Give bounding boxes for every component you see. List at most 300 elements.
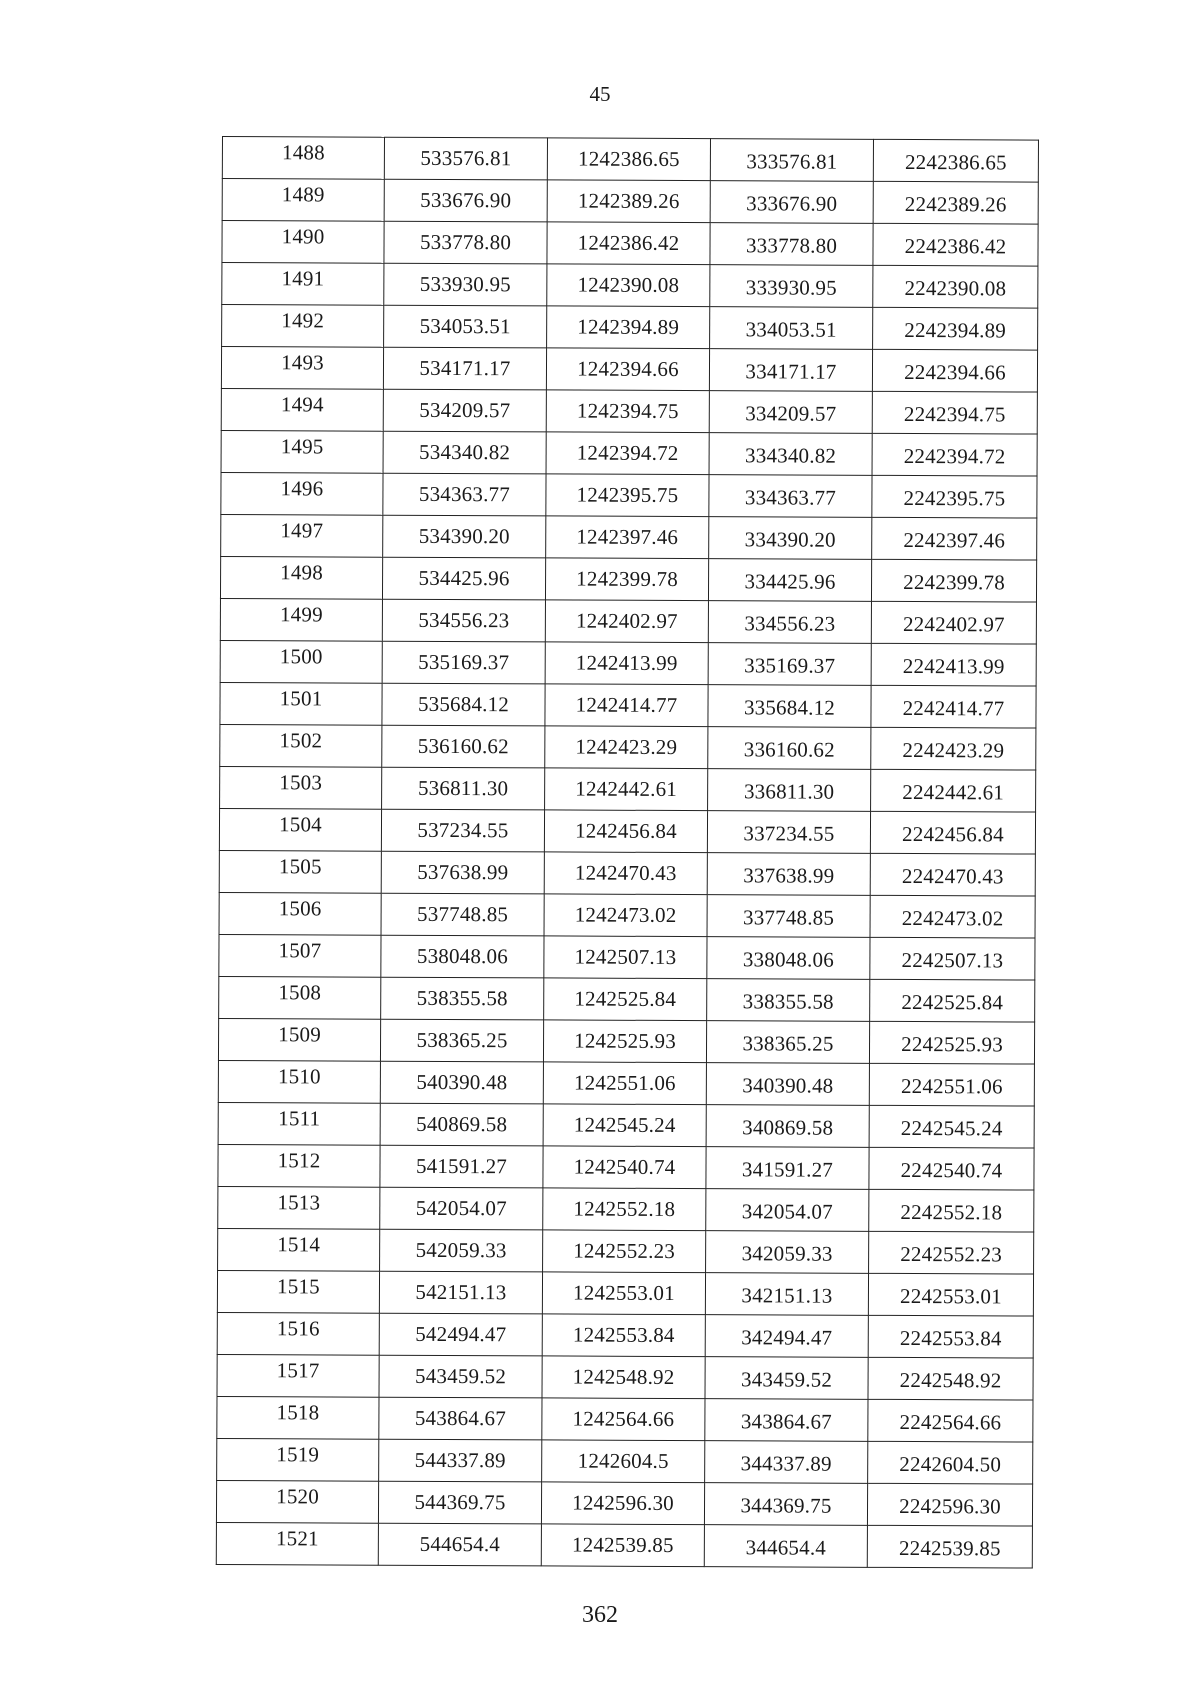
cell-text: 1242525.84	[574, 986, 677, 1011]
point-number-cell	[216, 1522, 378, 1565]
cell-text: 1242564.66	[572, 1406, 675, 1431]
coordinate-x2-cell	[709, 349, 872, 392]
cell-text: 1242394.75	[576, 398, 679, 423]
coordinate-y2-cell	[870, 811, 1035, 854]
coordinate-y2-cell	[873, 139, 1038, 182]
table-row	[217, 1354, 1033, 1400]
coordinate-x1-cell	[382, 683, 545, 726]
point-number-cell	[219, 808, 381, 851]
coordinate-x2-cell	[705, 1273, 868, 1316]
cell-text: 1242395.75	[576, 482, 679, 507]
coordinate-x1-cell	[382, 725, 545, 768]
cell-text: 538355.58	[416, 985, 508, 1011]
cell-text: 538048.06	[416, 943, 509, 969]
cell-text: 1242473.02	[574, 902, 677, 927]
cell-text: 2242402.97	[902, 611, 1005, 637]
coordinate-y1-cell	[542, 1398, 705, 1441]
cell-text: 542151.13	[415, 1279, 507, 1305]
point-number-cell	[219, 934, 381, 977]
cell-text: 2242389.26	[904, 191, 1007, 217]
coordinate-x2-cell	[705, 1357, 868, 1400]
coordinate-x2-cell	[706, 1063, 869, 1106]
table-row	[217, 1438, 1033, 1484]
cell-text: 2242423.29	[902, 737, 1005, 763]
table-row	[217, 1312, 1033, 1358]
cell-text: 2242470.43	[901, 863, 1004, 889]
cell-text: 333778.80	[745, 233, 838, 258]
coordinate-y1-cell	[543, 1020, 706, 1063]
coordinate-x1-cell	[379, 1439, 542, 1482]
cell-text: 536160.62	[417, 733, 509, 759]
cell-text: 2242552.23	[900, 1241, 1003, 1267]
coordinate-x2-cell	[707, 979, 870, 1022]
point-number-cell	[217, 1312, 379, 1355]
cell-text: 1242394.72	[576, 440, 679, 465]
cell-text: 533576.81	[420, 145, 512, 171]
coordinate-x2-cell	[707, 853, 870, 896]
table-row	[218, 1060, 1034, 1106]
coordinate-x1-cell	[382, 599, 545, 642]
cell-text: 1242545.24	[573, 1112, 676, 1137]
coordinate-x2-cell	[707, 937, 870, 980]
cell-text: 535684.12	[417, 691, 510, 717]
cell-text: 544654.4	[419, 1531, 501, 1557]
cell-text: 1520	[276, 1484, 320, 1509]
cell-text: 1514	[277, 1232, 321, 1257]
cell-text: 2242394.75	[903, 401, 1006, 427]
cell-text: 336811.30	[743, 779, 835, 804]
coordinate-x2-cell	[708, 727, 871, 770]
coordinate-y1-cell	[545, 684, 708, 727]
cell-text: 1515	[277, 1274, 320, 1299]
coordinate-x1-cell	[384, 305, 547, 348]
cell-text: 1503	[279, 770, 323, 795]
point-number-cell	[220, 556, 382, 599]
coordinate-x2-cell	[708, 643, 871, 686]
cell-text: 1242386.65	[577, 146, 680, 171]
table-row	[220, 556, 1036, 602]
coordinate-x1-cell	[378, 1481, 541, 1524]
cell-text: 1242539.85	[571, 1532, 674, 1557]
coordinate-y2-cell	[870, 853, 1035, 896]
cell-text: 334209.57	[745, 401, 837, 426]
cell-text: 1521	[275, 1526, 319, 1551]
cell-text: 541591.27	[415, 1153, 508, 1179]
coordinate-x2-cell	[704, 1525, 867, 1568]
table-row	[219, 892, 1035, 938]
table-row	[222, 221, 1038, 267]
coordinate-x2-cell	[708, 559, 871, 602]
coordinate-x2-cell	[706, 1189, 869, 1232]
cell-text: 1502	[279, 728, 323, 753]
point-number-cell	[218, 1228, 380, 1271]
coordinate-y1-cell	[543, 1230, 706, 1273]
cell-text: 2242596.30	[899, 1493, 1001, 1519]
point-number-cell	[217, 1270, 379, 1313]
cell-text: 1494	[280, 392, 324, 417]
point-number-cell	[218, 1186, 380, 1229]
cell-text: 1495	[280, 434, 324, 459]
coordinate-x2-cell	[708, 769, 871, 812]
coordinate-x2-cell	[710, 307, 873, 350]
cell-text: 2242394.66	[904, 359, 1006, 385]
point-number-cell	[218, 1102, 380, 1145]
coordinate-y2-cell	[868, 1315, 1033, 1358]
cell-text: 344337.89	[740, 1451, 832, 1476]
coordinate-x1-cell	[383, 473, 546, 516]
point-number-cell	[221, 388, 383, 431]
cell-text: 533930.95	[419, 271, 511, 297]
cell-text: 2242394.89	[904, 317, 1007, 343]
coordinate-y1-cell	[541, 1482, 704, 1525]
coordinate-y2-cell	[869, 1063, 1034, 1106]
cell-text: 1242456.84	[575, 818, 677, 843]
cell-text: 334340.82	[745, 443, 837, 468]
cell-text: 1504	[279, 812, 322, 837]
coordinate-y2-cell	[872, 475, 1037, 518]
cell-text: 1242394.66	[577, 356, 679, 381]
cell-text: 1519	[276, 1442, 320, 1467]
point-number-cell	[218, 1144, 380, 1187]
coordinate-y2-cell	[868, 1357, 1033, 1400]
cell-text: 1517	[276, 1358, 320, 1383]
cell-text: 1242596.30	[572, 1490, 674, 1515]
cell-text: 1509	[278, 1022, 322, 1047]
point-number-cell	[219, 850, 381, 893]
table-row	[220, 640, 1036, 686]
page-number-top: 45	[589, 82, 611, 106]
table-row	[221, 388, 1037, 434]
point-number-cell	[221, 514, 383, 557]
cell-text: 337748.85	[743, 905, 835, 930]
coordinates-table-container	[216, 136, 1038, 1569]
cell-text: 2242386.42	[904, 233, 1007, 259]
coordinate-y1-cell	[544, 978, 707, 1021]
cell-text: 340390.48	[742, 1073, 834, 1098]
cell-text: 1242386.42	[577, 230, 680, 255]
cell-text: 1242390.08	[577, 272, 680, 297]
cell-text: 341591.27	[741, 1157, 834, 1182]
cell-text: 2242413.99	[902, 653, 1005, 679]
coordinate-y2-cell	[872, 433, 1037, 476]
table-row	[217, 1396, 1033, 1442]
cell-text: 1490	[281, 224, 325, 249]
point-number-cell	[219, 976, 381, 1019]
coordinate-y1-cell	[545, 726, 708, 769]
cell-text: 1489	[281, 182, 325, 207]
cell-text: 342059.33	[741, 1241, 833, 1266]
cell-text: 2242545.24	[900, 1115, 1003, 1141]
cell-text: 533676.90	[420, 187, 512, 213]
coordinate-x1-cell	[379, 1355, 542, 1398]
cell-text: 2242397.46	[903, 527, 1006, 553]
cell-text: 1242525.93	[574, 1028, 676, 1053]
cell-text: 543459.52	[415, 1363, 507, 1389]
coordinate-x1-cell	[380, 1229, 543, 1272]
cell-text: 336160.62	[743, 737, 835, 762]
cell-text: 534556.23	[418, 607, 510, 633]
coordinate-x1-cell	[380, 1061, 543, 1104]
coordinate-y1-cell	[547, 180, 710, 223]
table-row	[222, 305, 1038, 351]
coordinate-y2-cell	[868, 1399, 1033, 1442]
cell-text: 2242553.01	[900, 1283, 1002, 1309]
cell-text: 1242442.61	[575, 776, 678, 801]
coordinate-x1-cell	[380, 1103, 543, 1146]
table-row	[220, 682, 1036, 728]
coordinate-y2-cell	[869, 1231, 1034, 1274]
table-row	[222, 179, 1038, 225]
coordinate-x2-cell	[706, 1021, 869, 1064]
coordinate-y2-cell	[871, 643, 1036, 686]
coordinate-x1-cell	[379, 1397, 542, 1440]
coordinate-y2-cell	[869, 1147, 1034, 1190]
coordinate-y2-cell	[868, 1441, 1033, 1484]
table-row	[218, 1144, 1034, 1190]
coordinate-x1-cell	[380, 1019, 543, 1062]
table-row	[221, 347, 1037, 393]
cell-text: 2242390.08	[904, 275, 1007, 301]
coordinate-y2-cell	[870, 979, 1035, 1022]
cell-text: 1511	[278, 1106, 321, 1131]
coordinate-x2-cell	[706, 1231, 869, 1274]
cell-text: 533778.80	[419, 229, 512, 255]
cell-text: 1242389.26	[577, 188, 680, 213]
coordinate-x1-cell	[381, 851, 544, 894]
cell-text: 534171.17	[419, 355, 511, 381]
cell-text: 540869.58	[416, 1111, 508, 1137]
coordinate-x1-cell	[381, 893, 544, 936]
coordinates-table-body	[216, 137, 1038, 1569]
cell-text: 2242507.13	[901, 947, 1004, 973]
coordinate-x2-cell	[710, 139, 873, 182]
cell-text: 534425.96	[418, 565, 510, 591]
coordinate-y2-cell	[872, 517, 1037, 560]
coordinate-y1-cell	[547, 222, 710, 265]
cell-text: 1242553.84	[572, 1322, 675, 1347]
cell-text: 2242540.74	[900, 1157, 1003, 1183]
cell-text: 343864.67	[740, 1409, 832, 1434]
cell-text: 534340.82	[419, 439, 511, 465]
coordinate-y1-cell	[545, 600, 708, 643]
coordinate-y2-cell	[867, 1525, 1032, 1568]
point-number-cell	[222, 137, 384, 180]
coordinate-x1-cell	[379, 1313, 542, 1356]
cell-text: 338365.25	[742, 1031, 834, 1056]
point-number-cell	[217, 1354, 379, 1397]
cell-text: 544337.89	[414, 1447, 506, 1473]
coordinate-x2-cell	[706, 1147, 869, 1190]
coordinate-y1-cell	[544, 894, 707, 937]
table-row	[221, 514, 1037, 560]
cell-text: 1242423.29	[575, 734, 678, 759]
coordinate-x2-cell	[708, 685, 871, 728]
coordinate-x1-cell	[384, 179, 547, 222]
point-number-cell	[218, 1060, 380, 1103]
coordinate-x2-cell	[707, 811, 870, 854]
coordinate-x1-cell	[383, 347, 546, 390]
cell-text: 1507	[278, 938, 322, 963]
cell-text: 540390.48	[416, 1069, 508, 1095]
cell-text: 2242414.77	[902, 695, 1005, 721]
point-number-cell	[222, 263, 384, 306]
coordinate-x2-cell	[705, 1441, 868, 1484]
coordinate-y1-cell	[546, 348, 709, 391]
coordinate-y1-cell	[546, 474, 709, 517]
coordinate-y2-cell	[868, 1273, 1033, 1316]
coordinate-y1-cell	[544, 852, 707, 895]
cell-text: 534209.57	[419, 397, 511, 423]
coordinate-y1-cell	[545, 558, 708, 601]
table-row	[216, 1480, 1032, 1526]
cell-text: 2242551.06	[900, 1073, 1003, 1099]
point-number-cell	[220, 640, 382, 683]
point-number-cell	[220, 682, 382, 725]
coordinate-x1-cell	[380, 1187, 543, 1230]
cell-text: 1242399.78	[576, 566, 678, 591]
coordinate-y1-cell	[543, 1104, 706, 1147]
cell-text: 1242540.74	[573, 1154, 676, 1179]
point-number-cell	[219, 892, 381, 935]
coordinate-y1-cell	[542, 1272, 705, 1315]
coordinate-y1-cell	[547, 264, 710, 307]
coordinate-y2-cell	[870, 937, 1035, 980]
coordinate-x1-cell	[383, 515, 546, 558]
cell-text: 1505	[278, 854, 322, 879]
table-row	[220, 724, 1036, 770]
cell-text: 1491	[281, 266, 325, 291]
table-row	[220, 598, 1036, 644]
cell-text: 534390.20	[418, 523, 510, 549]
cell-text: 338355.58	[742, 989, 834, 1014]
cell-text: 344369.75	[740, 1493, 832, 1518]
cell-text: 2242548.92	[899, 1367, 1002, 1393]
coordinate-x2-cell	[704, 1483, 867, 1526]
table-row	[220, 766, 1036, 812]
table-row	[219, 934, 1035, 980]
point-number-cell	[221, 347, 383, 390]
cell-text: 542059.33	[415, 1237, 507, 1263]
table-row	[219, 850, 1035, 896]
coordinate-x2-cell	[710, 181, 873, 224]
coordinate-x2-cell	[710, 223, 873, 266]
cell-text: 534363.77	[418, 481, 511, 507]
coordinate-y2-cell	[872, 349, 1037, 392]
cell-text: 1242397.46	[576, 524, 679, 549]
cell-text: 2242456.84	[902, 821, 1004, 847]
cell-text: 1499	[279, 602, 323, 627]
cell-text: 1513	[277, 1190, 321, 1215]
cell-text: 333576.81	[746, 149, 838, 174]
coordinate-y1-cell	[542, 1356, 705, 1399]
table-row	[217, 1270, 1033, 1316]
cell-text: 1506	[278, 896, 322, 921]
point-number-cell	[222, 179, 384, 222]
cell-text: 343459.52	[740, 1367, 833, 1392]
table-row	[216, 1522, 1032, 1568]
coordinate-x1-cell	[381, 977, 544, 1020]
cell-text: 1501	[279, 686, 323, 711]
cell-text: 1493	[281, 350, 324, 375]
point-number-cell	[217, 1396, 379, 1439]
coordinates-table	[216, 136, 1039, 1569]
coordinate-y2-cell	[871, 727, 1036, 770]
cell-text: 2242395.75	[903, 485, 1006, 511]
cell-text: 537638.99	[417, 859, 509, 885]
coordinate-y1-cell	[546, 390, 709, 433]
cell-text: 2242525.84	[901, 989, 1004, 1015]
coordinate-y1-cell	[547, 306, 710, 349]
cell-text: 542494.47	[415, 1321, 507, 1347]
coordinate-x2-cell	[707, 895, 870, 938]
cell-text: 334053.51	[745, 317, 837, 342]
coordinate-x2-cell	[709, 391, 872, 434]
coordinate-x1-cell	[382, 557, 545, 600]
cell-text: 342054.07	[741, 1199, 833, 1224]
cell-text: 538365.25	[416, 1027, 508, 1053]
coordinate-x2-cell	[705, 1315, 868, 1358]
cell-text: 1242552.23	[573, 1238, 676, 1263]
point-number-cell	[222, 305, 384, 348]
cell-text: 1518	[276, 1400, 320, 1425]
point-number-cell	[220, 598, 382, 641]
cell-text: 1488	[281, 140, 325, 165]
table-row	[222, 263, 1038, 309]
point-number-cell	[217, 1438, 379, 1481]
cell-text: 337638.99	[743, 863, 835, 888]
cell-text: 1242548.92	[572, 1364, 675, 1389]
coordinate-y1-cell	[547, 138, 710, 181]
coordinate-y2-cell	[871, 685, 1036, 728]
cell-text: 1242507.13	[574, 944, 677, 969]
cell-text: 1496	[280, 476, 324, 501]
point-number-cell	[221, 472, 383, 515]
cell-text: 1516	[276, 1316, 320, 1341]
coordinate-x2-cell	[708, 601, 871, 644]
point-number-cell	[220, 766, 382, 809]
coordinate-x2-cell	[709, 475, 872, 518]
cell-text: 1242551.06	[573, 1070, 676, 1095]
coordinate-y2-cell	[869, 1105, 1034, 1148]
cell-text: 1242470.43	[574, 860, 677, 885]
coordinate-x2-cell	[709, 433, 872, 476]
table-row	[222, 137, 1038, 183]
coordinate-x1-cell	[383, 389, 546, 432]
cell-text: 334390.20	[744, 527, 836, 552]
cell-text: 342151.13	[741, 1283, 833, 1308]
coordinate-y2-cell	[873, 265, 1038, 308]
coordinate-x1-cell	[380, 1145, 543, 1188]
cell-text: 334425.96	[744, 569, 836, 594]
cell-text: 1242413.99	[575, 650, 678, 675]
table-row	[218, 1228, 1034, 1274]
cell-text: 337234.55	[743, 821, 835, 846]
cell-text: 333676.90	[746, 191, 838, 216]
coordinate-x1-cell	[383, 431, 546, 474]
point-number-cell	[222, 221, 384, 264]
cell-text: 2242553.84	[899, 1325, 1002, 1351]
coordinate-x1-cell	[384, 263, 547, 306]
cell-text: 334556.23	[744, 611, 836, 636]
cell-text: 2242473.02	[901, 905, 1004, 931]
point-number-cell	[218, 1018, 380, 1061]
cell-text: 2242564.66	[899, 1409, 1002, 1435]
table-row	[219, 976, 1035, 1022]
page-number-bottom: 362	[582, 1602, 618, 1628]
cell-text: 334363.77	[744, 485, 837, 510]
cell-text: 344654.4	[745, 1535, 827, 1560]
coordinate-y1-cell	[545, 768, 708, 811]
